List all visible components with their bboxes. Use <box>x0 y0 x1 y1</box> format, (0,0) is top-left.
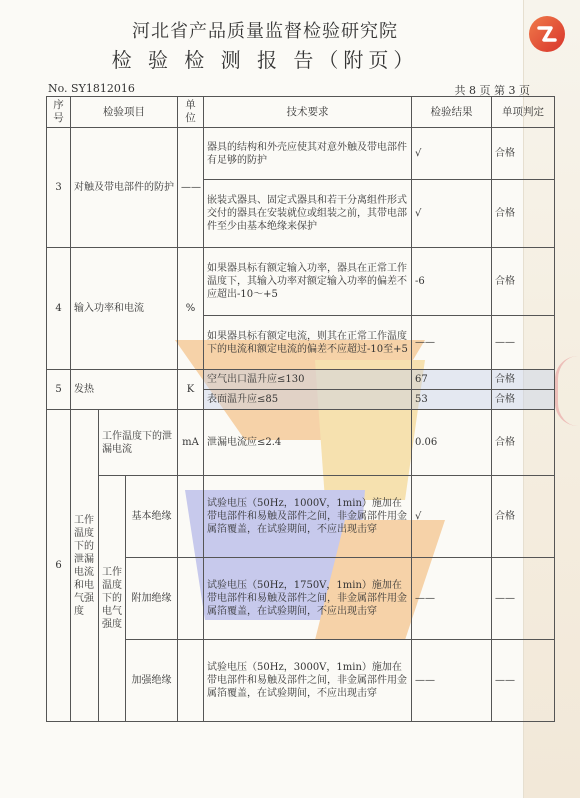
col-header-verdict: 单项判定 <box>492 97 555 128</box>
requirement-text: 试验电压（50Hz，1000V，1min）施加在带电部件和易触及部件之间，非金属部件用金属箔覆盖，在试验期间，不应出现击穿 <box>204 476 412 558</box>
result-value: 0.06 <box>412 410 492 476</box>
verdict-value: 合格 <box>492 370 555 390</box>
item-number: 6 <box>47 410 71 722</box>
result-value: -6 <box>412 248 492 316</box>
report-table <box>46 96 555 722</box>
requirement-text: 试验电压（50Hz，1750V，1min）施加在带电部件和易触及部件之间，非金属部件用金属箔覆盖，在试验期间，不应出现击穿 <box>204 558 412 640</box>
table-row <box>47 128 555 180</box>
verdict-value: 合格 <box>492 128 555 180</box>
col-header-result: 检验结果 <box>412 97 492 128</box>
item-unit <box>178 476 204 558</box>
insulation-type-label: 加强绝缘 <box>126 640 178 722</box>
col-header-requirement: 技术要求 <box>204 97 412 128</box>
report-meta <box>48 82 530 96</box>
result-value: √ <box>412 476 492 558</box>
result-value: 53 <box>412 390 492 410</box>
insulation-type-label: 基本绝缘 <box>126 476 178 558</box>
item-name: 工作温度下的泄漏电流和电气强度 <box>71 410 99 722</box>
item-name: 对触及带电部件的防护 <box>71 128 178 248</box>
col-header-item: 检验项目 <box>71 97 178 128</box>
table-row <box>47 410 555 476</box>
requirement-text: 空气出口温升应≤130 <box>204 370 412 390</box>
sub-item-label: 工作温度下的泄漏电流 <box>99 410 178 476</box>
report-number: No. SY1812016 <box>48 82 135 95</box>
item-name: 输入功率和电流 <box>71 248 178 370</box>
requirement-text: 器具的结构和外壳应使其对意外触及带电部件有足够的防护 <box>204 128 412 180</box>
requirement-text: 泄漏电流应≤2.4 <box>204 410 412 476</box>
table-row <box>47 370 555 390</box>
table-header-row <box>47 97 555 128</box>
item-unit: % <box>178 248 204 370</box>
result-value: —— <box>412 558 492 640</box>
item-number: 5 <box>47 370 71 410</box>
item-name: 发热 <box>71 370 178 410</box>
col-header-unit: 单位 <box>178 97 204 128</box>
table-row <box>47 248 555 316</box>
requirement-text: 如果器具标有额定输入功率，器具在正常工作温度下，其输入功率对额定输入功率的偏差不应超出-10～+5 <box>204 248 412 316</box>
col-header-no: 序号 <box>47 97 71 128</box>
verdict-value: —— <box>492 640 555 722</box>
item-unit <box>178 640 204 722</box>
item-unit: K <box>178 370 204 410</box>
institute-name: 河北省产品质量监督检验研究院 <box>132 21 398 42</box>
item-unit <box>178 558 204 640</box>
requirement-text: 表面温升应≤85 <box>204 390 412 410</box>
verdict-value: 合格 <box>492 390 555 410</box>
verdict-value: —— <box>492 316 555 370</box>
red-seal-partial <box>555 356 578 426</box>
result-value: —— <box>412 316 492 370</box>
result-value: √ <box>412 128 492 180</box>
result-value: —— <box>412 640 492 722</box>
verdict-value: 合格 <box>492 410 555 476</box>
requirement-text: 如果器具标有额定电流，则其在正常工作温度下的电流和额定电流的偏差不应超过-10至+5 <box>204 316 412 370</box>
page-info: 共 8 页 第 3 页 <box>454 84 530 97</box>
item-unit: mA <box>178 410 204 476</box>
verdict-value: 合格 <box>492 476 555 558</box>
item-number: 4 <box>47 248 71 370</box>
requirement-text: 嵌装式器具、固定式器具和若干分离组件形式交付的器具在安装就位或组装之前，其带电部件至少由基本绝缘来保护 <box>204 180 412 248</box>
insulation-type-label: 附加绝缘 <box>126 558 178 640</box>
sub-item-label: 工作温度下的电气强度 <box>99 476 126 722</box>
result-value: 67 <box>412 370 492 390</box>
item-number: 3 <box>47 128 71 248</box>
item-unit: —— <box>178 128 204 248</box>
report-title: 检 验 检 测 报 告（附页） <box>111 48 419 72</box>
table-row <box>47 476 555 558</box>
result-value: √ <box>412 180 492 248</box>
requirement-text: 试验电压（50Hz，3000V，1min）施加在带电部件和易触及部件之间，非金属部件用金属箔覆盖，在试验期间，不应出现击穿 <box>204 640 412 722</box>
verdict-value: 合格 <box>492 180 555 248</box>
verdict-value: —— <box>492 558 555 640</box>
institute-logo-icon <box>527 14 567 54</box>
verdict-value: 合格 <box>492 248 555 316</box>
